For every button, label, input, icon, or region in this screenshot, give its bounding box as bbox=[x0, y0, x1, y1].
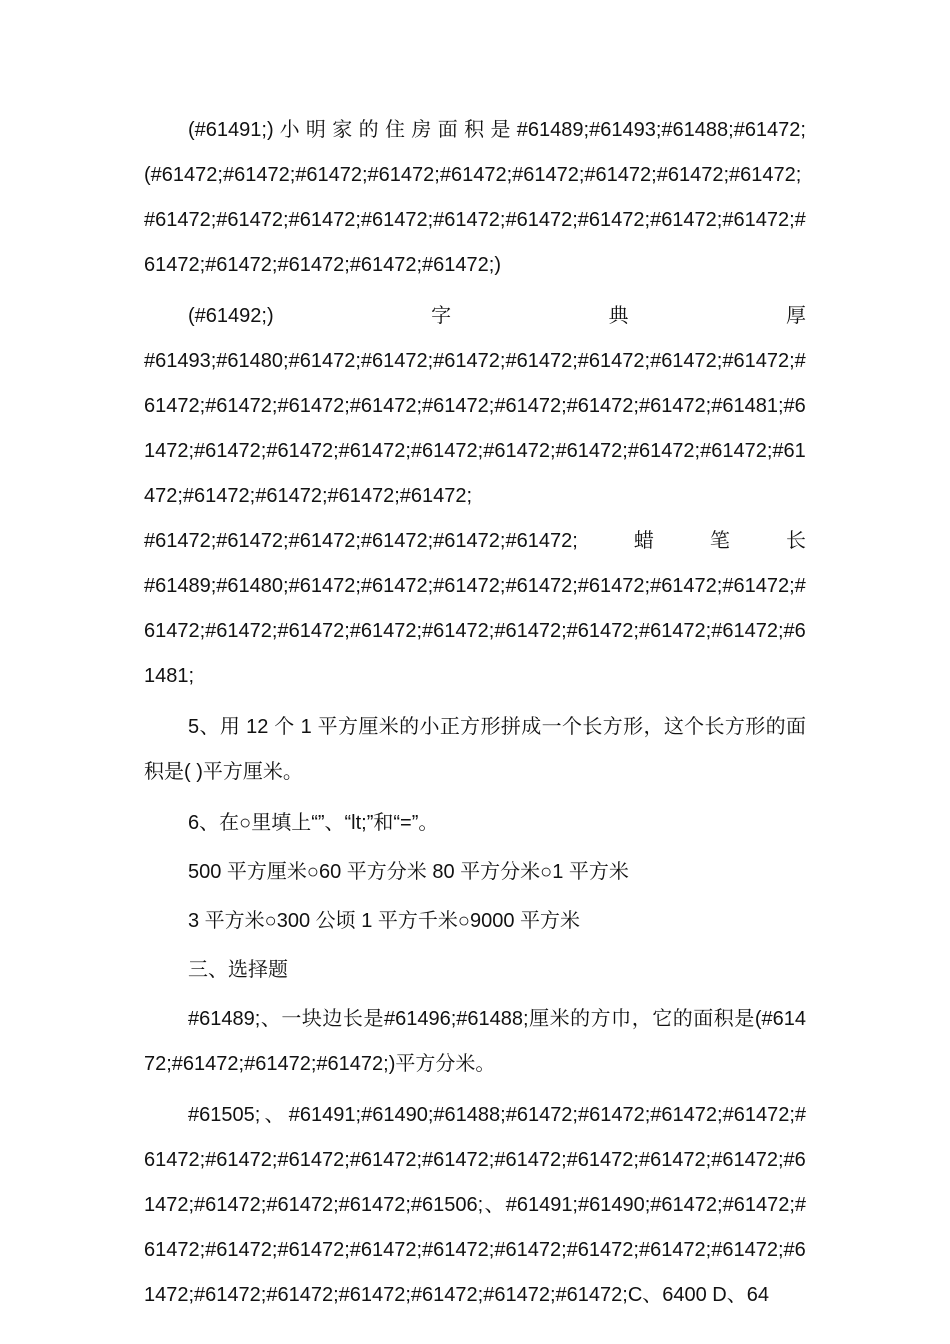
paragraph-crayon-line bbox=[144, 519, 806, 564]
choice-question-1: #61489;、一块边长是#61496;#61488;厘米的方巾，它的面积是(#61472;#61472;#61472;#61472;)平方分米。 bbox=[144, 1008, 806, 1075]
paragraph-dictionary-body: #61493;#61480;#61472;#61472;#61472;#61472;#61472;#61472;#61472;#61472;#61472;#61472;#61472;#61472;#61472;#61472;#61472;#61481;#61472;#61472;#61472;#61472;#61472;#61472;#61472;#61472;#61472;#61472;#61472;#61472;#61472;#61472; bbox=[144, 350, 806, 507]
compare-line-2: 3 平方米○300 公顷 1 平方千米○9000 平方米 bbox=[188, 910, 581, 932]
choice-options: #61505;、#61491;#61490;#61488;#61472;#61472;#61472;#61472;#61472;#61472;#61472;#61472;#61472;#61472;#61472;#61472;#61472;#61472;#61472;#61472;#61472;#61506;、#61491;#61490;#61472;#61472;#61472;#61472;#61472;#61472;#61472;#61472;#61472;#61472;#61472;#61472;#61472;#61472;#61472;#61472;#61472;#61472;C、6400 D、64 bbox=[144, 1104, 806, 1306]
item-marker: (#61492;) bbox=[188, 305, 274, 327]
paragraph-house-area: (#61491;) 小 明 家 的 住 房 面 积 是 #61489;#61493;#61488;#61472;(#61472;#61472;#61472;#61472;#61472;#61472;#61472;#61472;#61472;#61472;#61472;#61472;#61472;#61472;#61472;#61472;#61472;#61472;#61472;#61472;#61472;#61472;#61472;) bbox=[144, 119, 806, 276]
word-char: 字 bbox=[431, 305, 452, 327]
word-char: 长 bbox=[785, 530, 806, 552]
section-heading-choice: 三、选择题 bbox=[188, 959, 288, 981]
question-5: 5、用 12 个 1 平方厘米的小正方形拼成一个长方形，这个长方形的面积是( )平方厘米。 bbox=[144, 716, 806, 783]
word-char: 典 bbox=[608, 305, 629, 327]
document-body bbox=[144, 108, 806, 1324]
compare-line-1: 500 平方厘米○60 平方分米 80 平方分米○1 平方米 bbox=[188, 861, 629, 883]
question-6: 6、在○里填上“”、“lt;”和“=”。 bbox=[188, 812, 439, 834]
paragraph-dictionary-line bbox=[144, 294, 806, 339]
word-char: 厚 bbox=[785, 305, 806, 327]
code-run: #61472;#61472;#61472;#61472;#61472;#61472; bbox=[144, 530, 578, 552]
paragraph-crayon-body: #61489;#61480;#61472;#61472;#61472;#61472;#61472;#61472;#61472;#61472;#61472;#61472;#61472;#61472;#61472;#61472;#61472;#61472;#61481; bbox=[144, 575, 806, 687]
word-char: 蜡 bbox=[633, 530, 654, 552]
word-char: 笔 bbox=[709, 530, 730, 552]
